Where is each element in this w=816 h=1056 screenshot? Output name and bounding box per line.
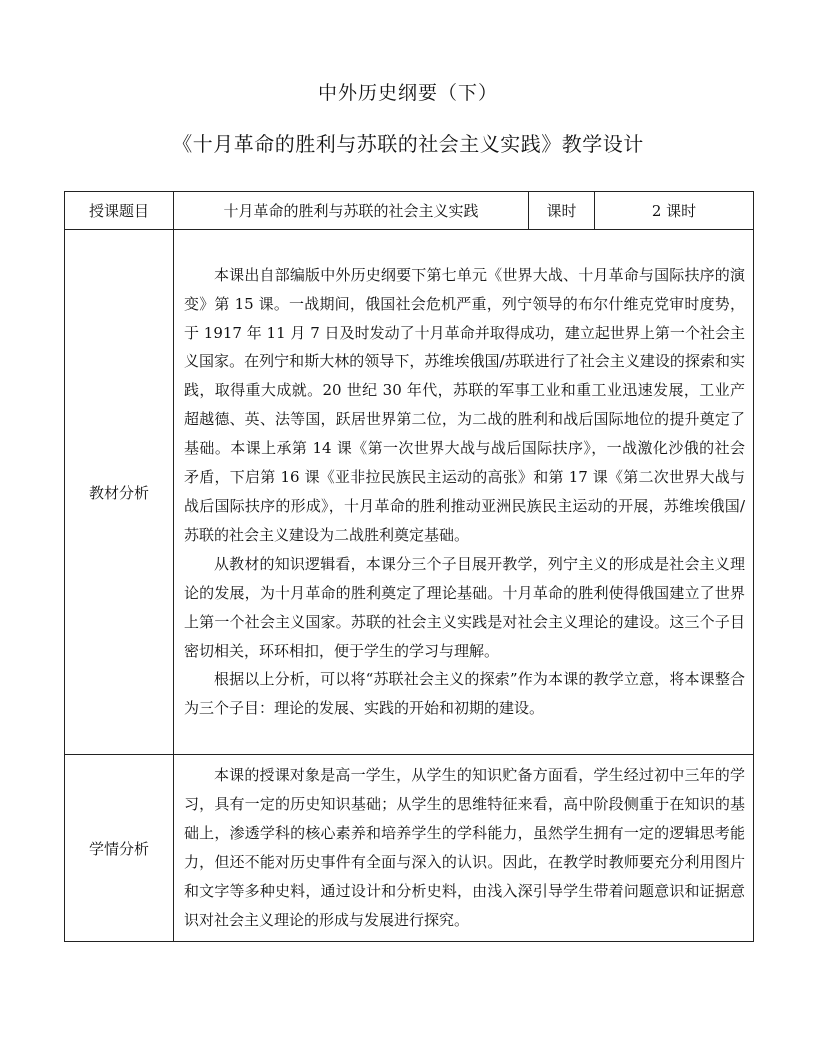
topic-label-cell: 授课题目 bbox=[65, 192, 174, 230]
student-analysis-content bbox=[174, 755, 754, 942]
document-title: 中外历史纲要（下） bbox=[317, 82, 498, 104]
header-row bbox=[65, 192, 754, 230]
lesson-design-table bbox=[64, 191, 754, 942]
document-subtitle: 《十月革命的胜利与苏联的社会主义实践》教学设计 bbox=[172, 132, 644, 156]
textbook-analysis-row bbox=[65, 230, 754, 755]
textbook-analysis-content bbox=[174, 230, 754, 755]
textbook-analysis-paragraph: 根据以上分析，可以将“苏联社会主义的探索”作为本课的教学立意，将本课整合为三个子目：理论的发展、实践的开始和初期的建设。 bbox=[184, 670, 745, 718]
textbook-analysis-paragraph: 本课出自部编版中外历史纲要下第七单元《世界大战、十月革命与国际扶序的演变》第 15 课。一战期间，俄国社会危机严重，列宁领导的布尔什维克党审时度势，于 1917 年 11 月 7 日及时发动了十月革命并取得成功，建立起世界上第一个社会主义国家。在列宁和斯大林的领导下，苏维埃俄国/苏联进行了社会主义建设的探索和实践，取得重大成就。20 世纪 30 年代，苏联的军事工业和重工业迅速发展，工业产超越德、英、法等国，跃居世界第二位，为二战的胜利和战后国际地位的提升奠定了基础。本课上承第 14 课《第一次世界大战与战后国际扶序》，一战激化沙俄的社会矛盾，下启第 16 课《亚非拉民族民主运动的高张》和第 17 课《第二次世界大战与战后国际扶序的形成》，十月革命的胜利推动亚洲民族民主运动的开展，苏维埃俄国/苏联的社会主义建设为二战胜利奠定基础。 bbox=[184, 265, 745, 544]
textbook-analysis-label: 教材分析 bbox=[65, 230, 174, 755]
topic-value-cell: 十月革命的胜利与苏联的社会主义实践 bbox=[174, 192, 529, 230]
student-analysis-label: 学情分析 bbox=[65, 755, 174, 942]
student-analysis-paragraph: 本课的授课对象是高一学生，从学生的知识贮备方面看，学生经过初中三年的学习，具有一定的历史知识基础；从学生的思维特征来看，高中阶段侧重于在知识的基础上，渗透学科的核心素养和培养学生的学科能力，虽然学生拥有一定的逻辑思考能力，但还不能对历史事件有全面与深入的认识。因此，在教学时教师要充分利用图片和文字等多种史料，通过设计和分析史料，由浅入深引导学生带着问题意识和证据意识对社会主义理论的形成与发展进行探究。 bbox=[184, 766, 745, 929]
hours-value-cell: 2 课时 bbox=[595, 192, 754, 230]
hours-label-cell: 课时 bbox=[529, 192, 595, 230]
textbook-analysis-paragraph: 从教材的知识逻辑看，本课分三个子目展开教学，列宁主义的形成是社会主义理论的发展，为十月革命的胜利奠定了理论基础。十月革命的胜利使得俄国建立了世界上第一个社会主义国家。苏联的社会主义实践是对社会主义理论的建设。这三个子目密切相关，环环相扣，便于学生的学习与理解。 bbox=[184, 554, 745, 660]
student-analysis-row bbox=[65, 755, 754, 942]
